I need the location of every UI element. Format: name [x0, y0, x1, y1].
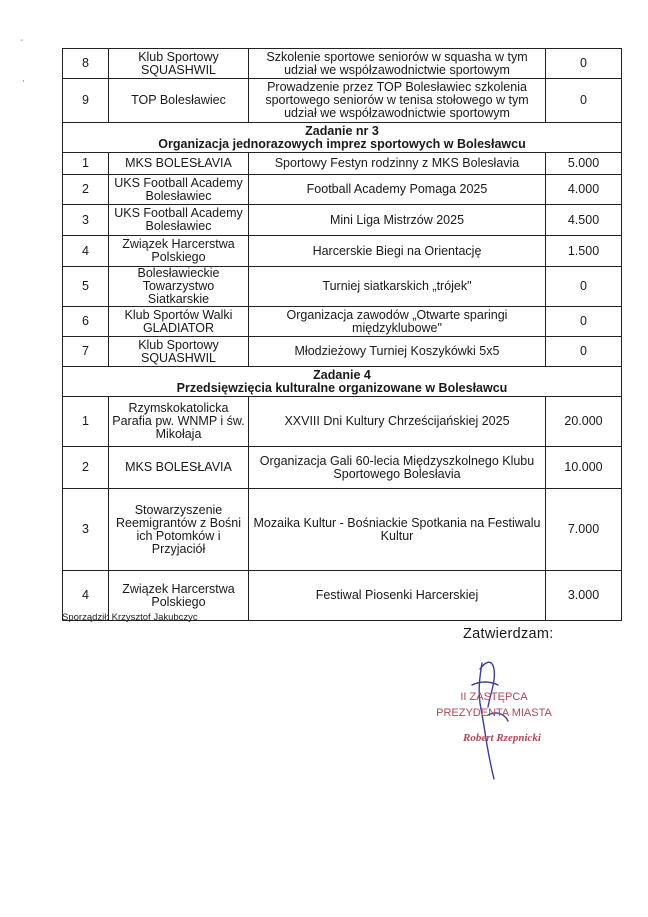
grants-table	[62, 48, 622, 621]
amount-cell: 5.000	[546, 153, 622, 175]
row-number: 2	[63, 175, 109, 205]
task-cell: Sportowy Festyn rodzinny z MKS Bolesłavia	[249, 153, 546, 175]
table-row	[63, 49, 622, 79]
prepared-by: Sporządził: Krzysztof Jakubczyc	[62, 612, 198, 623]
task-cell: Mini Liga Mistrzów 2025	[249, 205, 546, 236]
amount-cell: 3.000	[546, 571, 622, 621]
task-cell: Organizacja Gali 60-lecia Międzyszkolnego Klubu Sportowego Bolesłavia	[249, 447, 546, 489]
organization-cell: TOP Bolesławiec	[109, 79, 249, 123]
section-header	[63, 367, 622, 397]
amount-cell: 4.000	[546, 175, 622, 205]
amount-cell: 0	[546, 79, 622, 123]
row-number: 4	[63, 236, 109, 267]
table-row	[63, 267, 622, 307]
organization-cell: Klub Sportów Walki GLADIATOR	[109, 307, 249, 337]
amount-cell: 7.000	[546, 489, 622, 571]
organization-cell: MKS BOLESŁAVIA	[109, 153, 249, 175]
organization-cell: UKS Football Academy Bolesławiec	[109, 175, 249, 205]
row-number: 1	[63, 397, 109, 447]
organization-cell: UKS Football Academy Bolesławiec	[109, 205, 249, 236]
table-row	[63, 153, 622, 175]
organization-cell: Rzymskokatolicka Parafia pw. WNMP i św. Mikołaja	[109, 397, 249, 447]
task-cell: Football Academy Pomaga 2025	[249, 175, 546, 205]
amount-cell: 0	[546, 307, 622, 337]
section-title: Zadanie 4	[313, 367, 371, 382]
row-number: 7	[63, 337, 109, 367]
row-number: 4	[63, 571, 109, 621]
stamp-line-1: II ZASTĘPCA	[460, 691, 528, 703]
amount-cell: 0	[546, 267, 622, 307]
amount-cell: 4.500	[546, 205, 622, 236]
organization-cell: Stowarzyszenie Reemigrantów z Bośni ich Potomków i Przyjaciół	[109, 489, 249, 571]
row-number: 8	[63, 49, 109, 79]
table-row	[63, 307, 622, 337]
organization-cell: Bolesławieckie Towarzystwo Siatkarskie	[109, 267, 249, 307]
task-cell: Harcerskie Biegi na Orientację	[249, 236, 546, 267]
row-number: 1	[63, 153, 109, 175]
row-number: 5	[63, 267, 109, 307]
organization-cell: Klub Sportowy SQUASHWIL	[109, 49, 249, 79]
row-number: 2	[63, 447, 109, 489]
row-number: 6	[63, 307, 109, 337]
signature-stroke	[472, 662, 508, 779]
table-row	[63, 205, 622, 236]
stamp-name: Robert Rzepnicki	[463, 732, 541, 744]
table-row	[63, 79, 622, 123]
organization-cell: MKS BOLESŁAVIA	[109, 447, 249, 489]
signature-stamp	[410, 655, 580, 785]
section-subtitle: Przedsięwzięcia kulturalne organizowane w Bolesławcu	[176, 380, 508, 395]
table-row	[63, 447, 622, 489]
row-number: 3	[63, 205, 109, 236]
amount-cell: 0	[546, 49, 622, 79]
table-row	[63, 175, 622, 205]
margin-mark: ,	[22, 73, 25, 84]
task-cell: Turniej siatkarskich „trójek"	[249, 267, 546, 307]
organization-cell: Klub Sportowy SQUASHWIL	[109, 337, 249, 367]
task-cell: XXVIII Dni Kultury Chrześcijańskiej 2025	[249, 397, 546, 447]
task-cell: Festiwal Piosenki Harcerskiej	[249, 571, 546, 621]
table-row	[63, 337, 622, 367]
section-title: Zadanie nr 3	[305, 123, 379, 138]
table-row	[63, 236, 622, 267]
amount-cell: 0	[546, 337, 622, 367]
row-number: 9	[63, 79, 109, 123]
table-row	[63, 397, 622, 447]
row-number: 3	[63, 489, 109, 571]
task-cell: Młodzieżowy Turniej Koszykówki 5x5	[249, 337, 546, 367]
task-cell: Szkolenie sportowe seniorów w squasha w tym udział we współzawodnictwie sportowym	[249, 49, 546, 79]
section-subtitle: Organizacja jednorazowych imprez sportowych w Bolesławcu	[158, 136, 526, 151]
margin-mark: -	[20, 35, 24, 46]
table-row	[63, 489, 622, 571]
amount-cell: 20.000	[546, 397, 622, 447]
approval-label: Zatwierdzam:	[463, 626, 554, 642]
task-cell: Mozaika Kultur - Bośniackie Spotkania na Festiwalu Kultur	[249, 489, 546, 571]
section-header	[63, 123, 622, 153]
organization-cell: Związek Harcerstwa Polskiego	[109, 571, 249, 621]
task-cell: Organizacja zawodów „Otwarte sparingi międzyklubowe"	[249, 307, 546, 337]
amount-cell: 1.500	[546, 236, 622, 267]
organization-cell: Związek Harcerstwa Polskiego	[109, 236, 249, 267]
amount-cell: 10.000	[546, 447, 622, 489]
stamp-line-2: PREZYDENTA MIASTA	[436, 707, 552, 719]
task-cell: Prowadzenie przez TOP Bolesławiec szkolenia sportowego seniorów w tenisa stołowego w tym udział we współzawodnictwie sportowym	[249, 79, 546, 123]
